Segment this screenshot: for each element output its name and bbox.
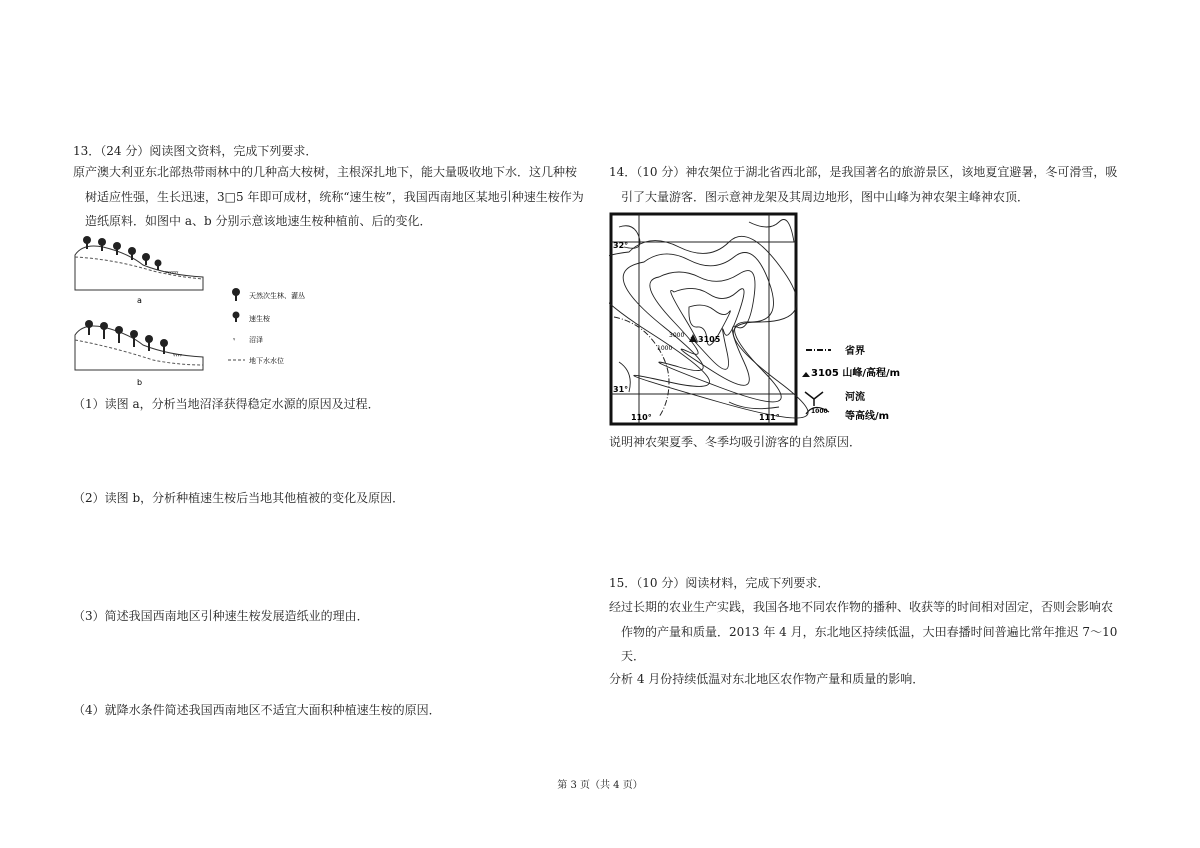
lat-bottom-label: 31° — [613, 385, 629, 394]
peak-label: 3105 — [698, 335, 721, 344]
figure-legend — [228, 288, 305, 365]
legend-contour: 等高线/m — [845, 411, 890, 422]
q13-sub1: （1）读图 a，分析当地沼泽获得稳定水源的原因及过程． — [73, 397, 380, 411]
map-legend — [802, 344, 900, 422]
q15-material-line-2: 作物的产量和质量．2013 年 4 月，东北地区持续低温，大田春播时间普遍比常年推迟 7～10 — [621, 625, 1118, 639]
legend-eucalyptus: 速生桉 — [249, 315, 270, 323]
legend-contour-value: 1000 — [811, 408, 828, 415]
legend-province-boundary: 省界 — [845, 346, 865, 357]
q15-title: 15．（10 分）阅读材料，完成下列要求． — [609, 576, 830, 590]
q13-title: 13．（24 分）阅读图文资料，完成下列要求． — [73, 144, 318, 158]
contour-label-3000: 3000 — [669, 332, 685, 339]
legend-groundwater: 地下水水位 — [249, 357, 284, 365]
q15-material-line-3: 天． — [621, 649, 646, 663]
contour-label-1000: 1000 — [657, 345, 673, 352]
svg-text:ᵞᵞᵞᵞ: ᵞᵞᵞᵞ — [173, 353, 182, 360]
lon-right-label: 111° — [759, 413, 780, 422]
q13-intro-line-3: 造纸原料．如图中 a、b 分别示意该地速生桉种植前、后的变化． — [85, 214, 432, 228]
province-boundary — [614, 317, 669, 417]
figure-a-label: a — [137, 296, 142, 305]
q13-intro-line-1: 原产澳大利亚东北部热带雨林中的几种高大桉树，主根深扎地下，能大量吸收地下水．这几种桉 — [73, 165, 578, 179]
q13-sub2: （2）读图 b，分析种植速生桉后当地其他植被的变化及原因． — [73, 491, 405, 505]
q14-title-cont: 引了大量游客．图示意神龙架及其周边地形，图中山峰为神农架主峰神农顶． — [621, 190, 1030, 204]
q13-figure — [73, 235, 343, 390]
q15-material-line-1: 经过长期的农业生产实践，我国各地不同农作物的播种、收获等的时间相对固定，否则会影响农 — [609, 600, 1114, 614]
q14-title: 14．（10 分）神农架位于湖北省西北部，是我国著名的旅游景区，该地夏宜避暑，冬可滑雪，吸 — [609, 165, 1118, 179]
q14-map — [609, 212, 929, 427]
legend-swamp: 沼泽 — [249, 336, 263, 344]
q15-question: 分析 4 月份持续低温对东北地区农作物产量和质量的影响． — [609, 672, 925, 686]
page-footer: 第 3 页（共 4 页） — [557, 780, 643, 791]
lat-top-label: 32° — [613, 241, 629, 250]
legend-natural-forest: 天然次生林、灌丛 — [249, 292, 305, 300]
legend-peak: 3105 山峰/高程/m — [811, 368, 901, 379]
svg-text:ᵞᵞᵞᵞᵞᵞ: ᵞᵞᵞᵞᵞᵞ — [165, 270, 179, 277]
q13-sub3: （3）简述我国西南地区引种速生桉发展造纸业的理由． — [73, 609, 369, 623]
figure-b-profile — [75, 320, 203, 387]
q13-sub4: （4）就降水条件简述我国西南地区不适宜大面积种植速生桉的原因． — [73, 703, 441, 717]
svg-text:ᵞ: ᵞ — [233, 337, 236, 344]
q13-intro-line-2: 树适应性强，生长迅速，3□5 年即可成材，统称“速生桉”，我国西南地区某地引种速生桉作为 — [85, 190, 584, 204]
legend-river: 河流 — [845, 392, 865, 403]
figure-a-profile — [75, 236, 203, 305]
lon-left-label: 110° — [631, 413, 652, 422]
figure-b-label: b — [137, 378, 143, 387]
q14-question: 说明神农架夏季、冬季均吸引游客的自然原因． — [609, 435, 862, 449]
